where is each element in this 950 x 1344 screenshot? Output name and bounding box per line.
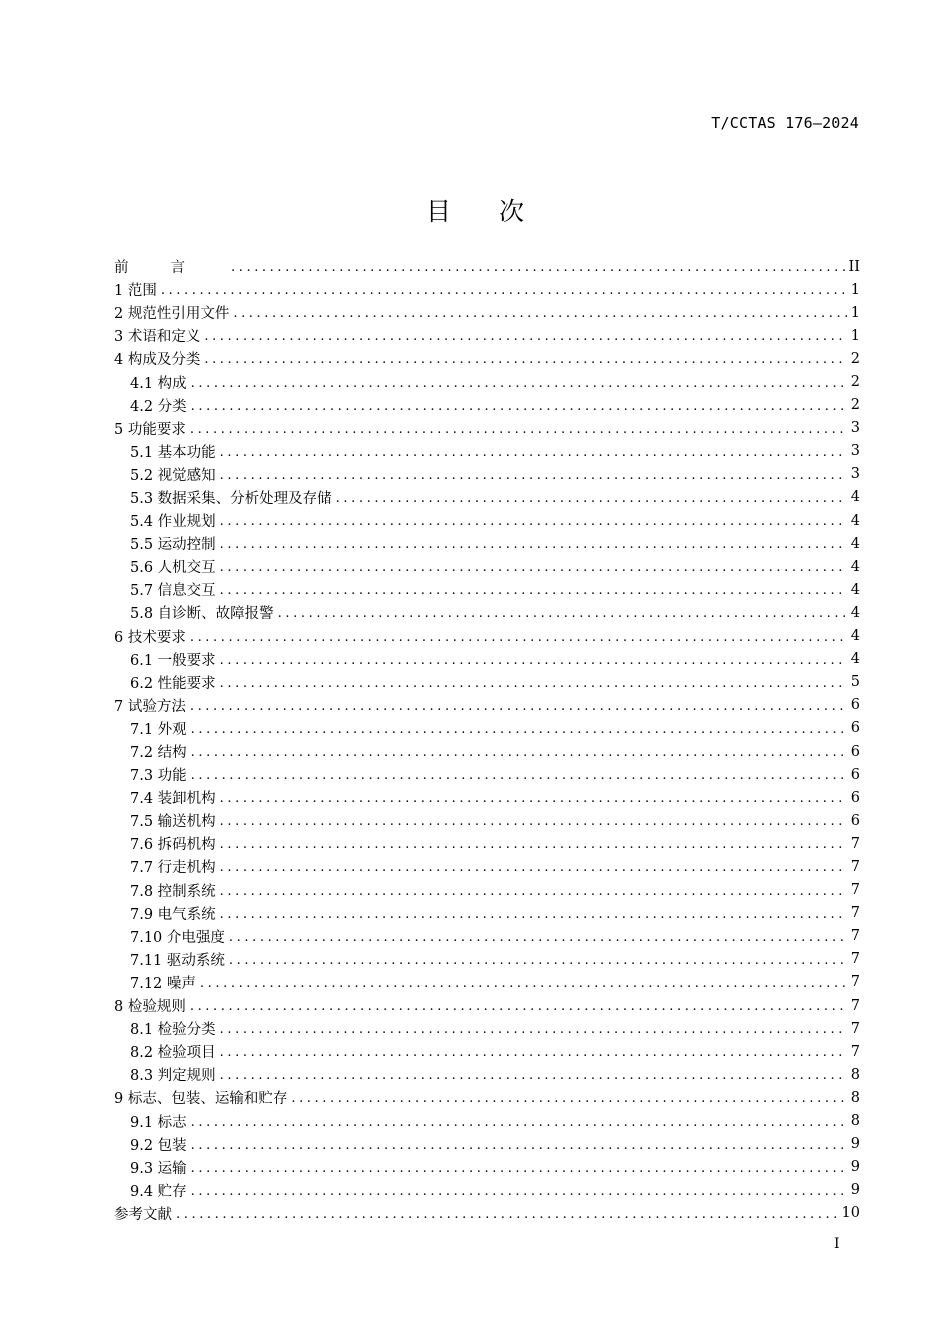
toc-entry-label: 前言 — [114, 260, 227, 277]
toc-entry-page: 2 — [850, 397, 860, 414]
toc-entry[interactable] — [114, 1086, 860, 1109]
toc-leader-dots — [204, 329, 846, 344]
toc-leader-dots — [190, 630, 847, 645]
toc-leader-dots — [161, 283, 847, 298]
toc-entry-page: 8 — [850, 1113, 860, 1130]
toc-entry-page: 6 — [850, 766, 860, 783]
toc-entry[interactable] — [114, 509, 860, 532]
toc-leader-dots — [191, 399, 847, 414]
toc-entry-label: 5.6 人机交互 — [130, 560, 216, 577]
toc-entry[interactable] — [114, 902, 860, 925]
toc-entry[interactable] — [114, 301, 860, 324]
toc-entry-page: 4 — [850, 651, 860, 668]
toc-entry-label: 5.1 基本功能 — [130, 444, 216, 461]
toc-entry-page: 7 — [850, 974, 860, 991]
page-number: I — [834, 1236, 840, 1252]
toc-entry-page: 6 — [850, 720, 860, 737]
toc-entry[interactable] — [114, 255, 860, 278]
toc-leader-dots — [229, 930, 847, 945]
toc-entry-page: II — [848, 258, 860, 275]
toc-entry[interactable] — [114, 740, 860, 763]
toc-entry-page: 7 — [850, 858, 860, 875]
toc-entry-label: 2 规范性引用文件 — [114, 306, 230, 323]
toc-entry[interactable] — [114, 1133, 860, 1156]
toc-leader-dots — [231, 260, 845, 275]
toc-entry[interactable] — [114, 440, 860, 463]
toc-entry-page: 4 — [850, 604, 860, 621]
toc-entry-page: 2 — [850, 350, 860, 367]
toc-entry[interactable] — [114, 786, 860, 809]
toc-entry-page: 8 — [850, 1089, 860, 1106]
toc-entry-label: 6.1 一般要求 — [130, 652, 216, 669]
toc-leader-dots — [220, 884, 847, 899]
toc-entry[interactable] — [114, 555, 860, 578]
toc-entry[interactable] — [114, 370, 860, 393]
toc-entry-label: 4.1 构成 — [130, 375, 187, 392]
toc-leader-dots — [220, 1045, 847, 1060]
toc-entry-page: 7 — [850, 835, 860, 852]
toc-leader-dots — [291, 1091, 846, 1106]
toc-entry-page: 2 — [850, 374, 860, 391]
toc-leader-dots — [220, 537, 847, 552]
toc-entry-page: 7 — [850, 1043, 860, 1060]
toc-entry[interactable] — [114, 948, 860, 971]
toc-leader-dots — [191, 376, 847, 391]
toc-entry-label: 6 技术要求 — [114, 629, 186, 646]
toc-entry-page: 8 — [850, 1066, 860, 1083]
toc-entry[interactable] — [114, 763, 860, 786]
toc-entry-page: 7 — [850, 951, 860, 968]
toc-entry[interactable] — [114, 717, 860, 740]
page-title-char-1: 目 — [425, 197, 451, 226]
toc-entry-label: 1 范围 — [114, 283, 157, 300]
toc-entry-page: 9 — [850, 1182, 860, 1199]
toc-entry-page: 4 — [850, 581, 860, 598]
toc-entry-label: 3 术语和定义 — [114, 329, 201, 346]
toc-leader-dots — [278, 606, 847, 621]
toc-leader-dots — [220, 1022, 847, 1037]
toc-leader-dots — [191, 1138, 847, 1153]
toc-entry-label: 9.1 标志 — [130, 1114, 187, 1131]
toc-entry-label: 8 检验规则 — [114, 999, 186, 1016]
toc-leader-dots — [191, 1184, 847, 1199]
toc-entry-label: 参考文献 — [114, 1206, 172, 1223]
toc-entry-label: 5.7 信息交互 — [130, 583, 216, 600]
toc-leader-dots — [336, 491, 847, 506]
toc-entry-page: 1 — [850, 281, 860, 298]
toc-entry-page: 7 — [850, 928, 860, 945]
toc-entry-label: 7.1 外观 — [130, 721, 187, 738]
toc-entry[interactable] — [114, 463, 860, 486]
toc-entry-page: 6 — [850, 743, 860, 760]
toc-entry-page: 5 — [850, 674, 860, 691]
toc-entry-page: 7 — [850, 905, 860, 922]
toc-entry-page: 4 — [850, 489, 860, 506]
toc-entry-label: 7.2 结构 — [130, 745, 187, 762]
page-title-char-2: 次 — [499, 197, 525, 226]
toc-leader-dots — [220, 514, 847, 529]
toc-entry[interactable] — [114, 601, 860, 624]
toc-entry-label: 9.2 包装 — [130, 1137, 187, 1154]
toc-leader-dots — [220, 653, 847, 668]
toc-entry-label: 9 标志、包装、运输和贮存 — [114, 1091, 288, 1108]
toc-entry[interactable] — [114, 1179, 860, 1202]
toc-leader-dots — [220, 814, 847, 829]
toc-entry[interactable] — [114, 347, 860, 370]
toc-entry[interactable] — [114, 855, 860, 878]
toc-leader-dots — [233, 306, 846, 321]
toc-entry-label: 5.3 数据采集、分析处理及存储 — [130, 490, 332, 507]
toc-entry[interactable] — [114, 832, 860, 855]
toc-entry[interactable] — [114, 1109, 860, 1132]
toc-entry[interactable] — [114, 578, 860, 601]
toc-entry[interactable] — [114, 486, 860, 509]
toc-entry-label: 4 构成及分类 — [114, 352, 201, 369]
toc-entry-label: 7.10 介电强度 — [130, 929, 225, 946]
toc-entry-page: 4 — [850, 628, 860, 645]
toc-entry[interactable] — [114, 394, 860, 417]
toc-entry-label: 7.8 控制系统 — [130, 883, 216, 900]
toc-entry[interactable] — [114, 1156, 860, 1179]
toc-entry-page: 7 — [850, 997, 860, 1014]
toc-entry-page: 7 — [850, 882, 860, 899]
toc-leader-dots — [220, 560, 847, 575]
toc-entry[interactable] — [114, 994, 860, 1017]
toc-entry-label: 5.2 视觉感知 — [130, 467, 216, 484]
toc-leader-dots — [190, 422, 847, 437]
toc-entry-page: 4 — [850, 535, 860, 552]
toc-leader-dots — [229, 953, 847, 968]
page-title — [0, 192, 950, 228]
toc-leader-dots — [220, 791, 847, 806]
toc-entry-page: 9 — [850, 1159, 860, 1176]
toc-leader-dots — [220, 1068, 847, 1083]
toc-leader-dots — [220, 468, 847, 483]
toc-entry-page: 6 — [850, 697, 860, 714]
toc-entry-label: 7.6 拆码机构 — [130, 837, 216, 854]
toc-entry-label: 8.2 检验项目 — [130, 1045, 216, 1062]
toc-entry-label: 7.11 驱动系统 — [130, 952, 225, 969]
toc-entry-label: 4.2 分类 — [130, 398, 187, 415]
toc-entry-label: 5 功能要求 — [114, 421, 186, 438]
toc-entry[interactable] — [114, 1017, 860, 1040]
toc-entry[interactable] — [114, 324, 860, 347]
toc-leader-dots — [190, 699, 847, 714]
toc-leader-dots — [204, 352, 846, 367]
toc-entry-label: 7.7 行走机构 — [130, 860, 216, 877]
toc-entry[interactable] — [114, 671, 860, 694]
toc-entry-label: 8.1 检验分类 — [130, 1022, 216, 1039]
toc-entry[interactable] — [114, 971, 860, 994]
toc-entry[interactable] — [114, 809, 860, 832]
toc-entry-label: 7.12 噪声 — [130, 975, 196, 992]
toc-leader-dots — [191, 722, 847, 737]
toc-entry[interactable] — [114, 648, 860, 671]
toc-entry[interactable] — [114, 925, 860, 948]
toc-entry-label: 5.8 自诊断、故障报警 — [130, 606, 274, 623]
toc-entry-label: 7.3 功能 — [130, 768, 187, 785]
toc-entry-label: 6.2 性能要求 — [130, 675, 216, 692]
toc-leader-dots — [220, 583, 847, 598]
toc-entry-label: 8.3 判定规则 — [130, 1068, 216, 1085]
toc-entry-label: 5.4 作业规划 — [130, 514, 216, 531]
toc-entry[interactable] — [114, 417, 860, 440]
toc-leader-dots — [220, 445, 847, 460]
toc-entry-page: 6 — [850, 789, 860, 806]
toc-leader-dots — [220, 676, 847, 691]
toc-leader-dots — [191, 1115, 847, 1130]
toc-entry-page: 1 — [850, 327, 860, 344]
toc-entry-page: 10 — [841, 1205, 860, 1222]
toc-entry-label: 9.3 运输 — [130, 1160, 187, 1177]
toc-entry-page: 9 — [850, 1136, 860, 1153]
toc-entry-page: 6 — [850, 812, 860, 829]
toc-leader-dots — [190, 999, 847, 1014]
toc-entry-label: 7.4 装卸机构 — [130, 791, 216, 808]
toc-entry-page: 4 — [850, 512, 860, 529]
toc-entry-page: 1 — [850, 304, 860, 321]
toc-entry[interactable] — [114, 879, 860, 902]
toc-leader-dots — [220, 837, 847, 852]
toc-entry[interactable] — [114, 278, 860, 301]
toc-entry-page: 3 — [850, 466, 860, 483]
toc-leader-dots — [191, 745, 847, 760]
toc-entry[interactable] — [114, 1040, 860, 1063]
toc-entry-page: 4 — [850, 558, 860, 575]
toc-entry[interactable] — [114, 625, 860, 648]
toc-entry-page: 3 — [850, 443, 860, 460]
toc-entry[interactable] — [114, 1063, 860, 1086]
toc-entry[interactable] — [114, 532, 860, 555]
toc-entry[interactable] — [114, 694, 860, 717]
toc-entry-page: 7 — [850, 1020, 860, 1037]
standard-number: T/CCTAS 176—2024 — [711, 114, 859, 132]
toc-entry-label: 7 试验方法 — [114, 698, 186, 715]
toc-entry-label: 5.5 运动控制 — [130, 537, 216, 554]
toc-entry-label: 7.9 电气系统 — [130, 906, 216, 923]
toc-leader-dots — [191, 1161, 847, 1176]
toc-leader-dots — [200, 976, 847, 991]
toc-entry-label: 7.5 输送机构 — [130, 814, 216, 831]
toc-leader-dots — [176, 1207, 838, 1222]
toc-leader-dots — [220, 860, 847, 875]
toc-entry-label: 9.4 贮存 — [130, 1183, 187, 1200]
toc-entry-page: 3 — [850, 420, 860, 437]
toc-leader-dots — [191, 768, 847, 783]
toc-leader-dots — [220, 907, 847, 922]
table-of-contents — [114, 255, 860, 1225]
toc-entry[interactable] — [114, 1202, 860, 1225]
